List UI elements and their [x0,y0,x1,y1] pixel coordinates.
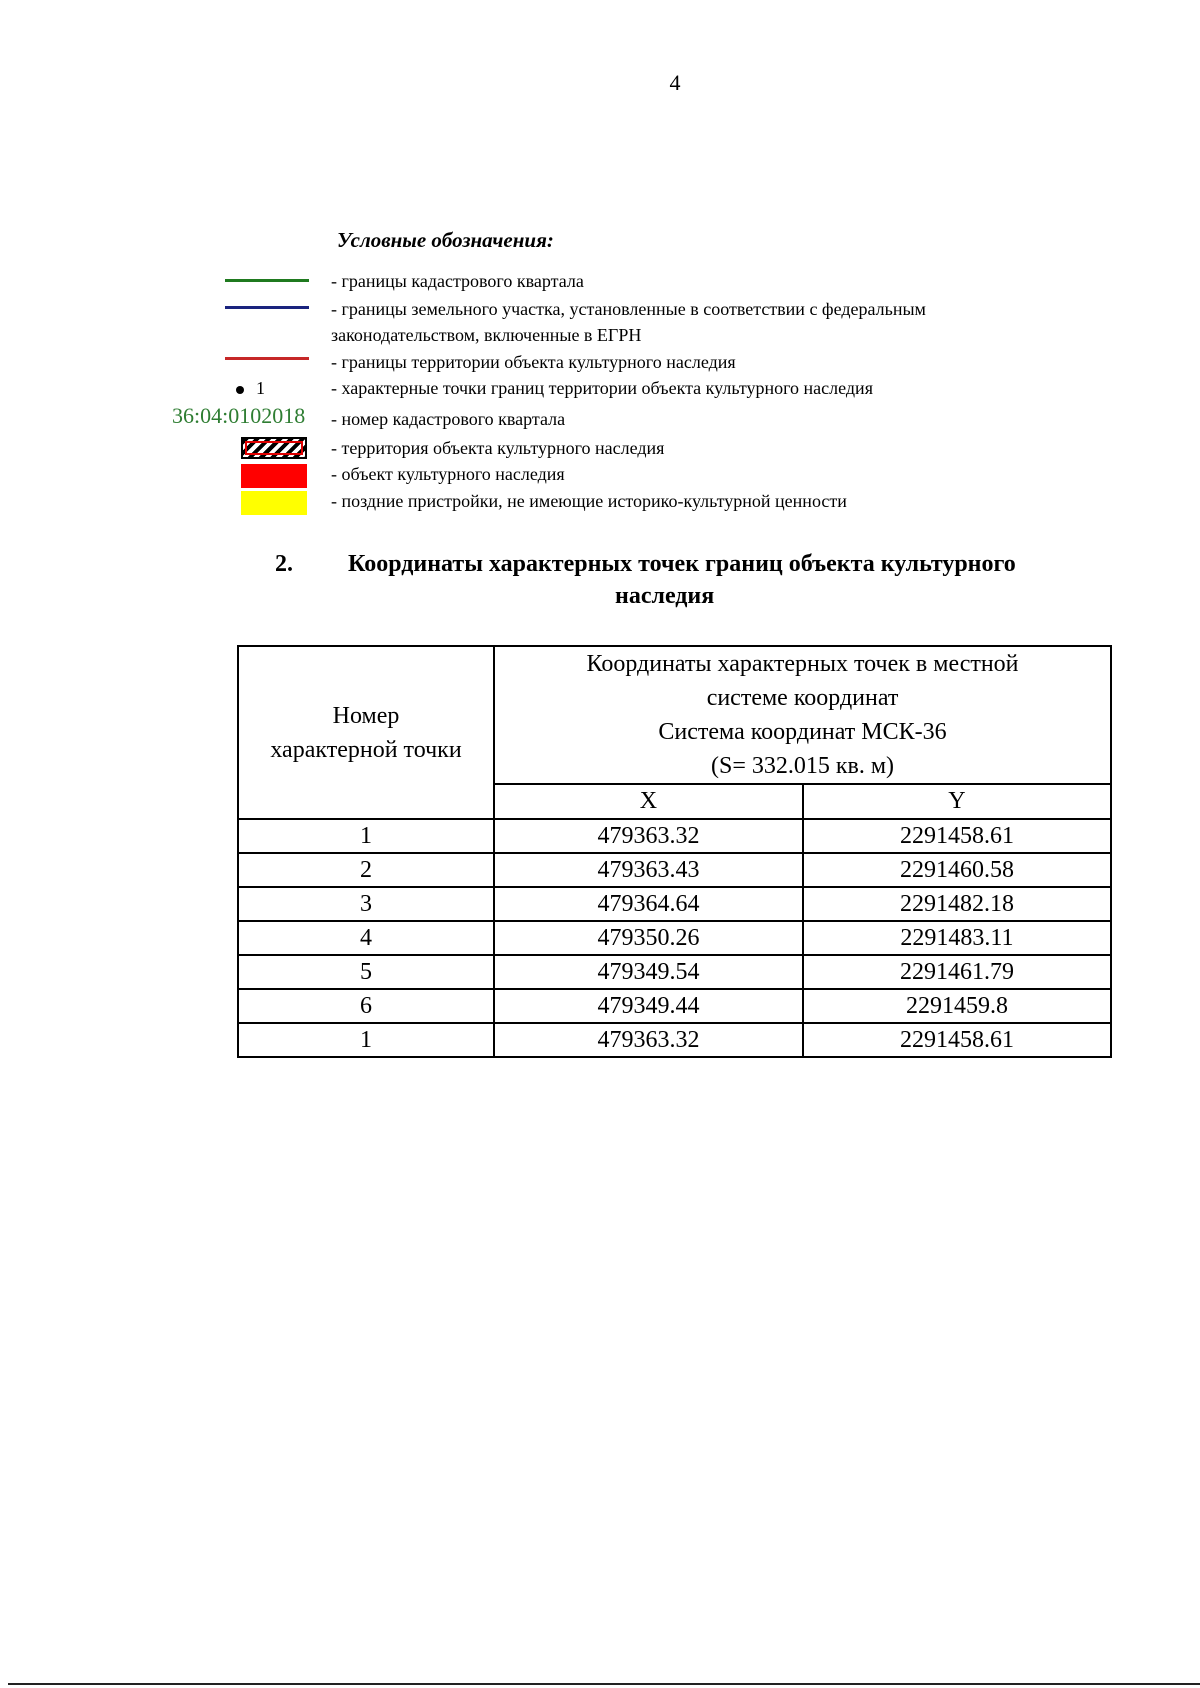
header-text: (S= 332.015 кв. м) [711,753,895,779]
table-body [238,819,1111,1057]
legend-text: - границы территории объекта культурного наследия [331,352,736,372]
hatched-box-symbol [241,437,307,459]
section-number: 2. [275,551,293,577]
table-row [238,921,1111,955]
point-dot-icon [236,386,244,394]
x-coordinate-cell: 479363.43 [494,853,803,887]
point-number-cell: 1 [238,1023,494,1057]
y-coordinate-cell: 2291460.58 [803,853,1111,887]
x-coordinate-cell: 479363.32 [494,819,803,853]
header-text: Номер [332,702,400,729]
point-number-cell: 3 [238,887,494,921]
point-number-cell: 6 [238,989,494,1023]
header-text: Координаты характерных точек в местной [586,651,1019,677]
x-coordinate-cell: 479349.44 [494,989,803,1023]
section-title-line1: Координаты характерных точек границ объекта культурного [348,551,1016,577]
yellow-box-symbol [241,491,307,515]
x-coordinate-cell: 479363.32 [494,1023,803,1057]
legend-text: законодательством, включенные в ЕГРН [331,325,642,345]
y-coordinate-cell: 2291482.18 [803,887,1111,921]
legend-text: - территория объекта культурного наследия [331,438,665,458]
blue-line-symbol [225,306,309,309]
point-number-cell: 5 [238,955,494,989]
table-row [238,853,1111,887]
point-symbol [236,375,265,401]
legend-text: - границы кадастрового квартала [331,271,584,291]
page-bottom-line [8,1683,1200,1685]
quarter-number-label: 36:04:0102018 [172,403,306,428]
table-row [238,955,1111,989]
header-text: характерной точки [270,736,462,763]
y-coordinate-cell: 2291461.79 [803,955,1111,989]
table-row [238,989,1111,1023]
red-line-symbol [225,357,309,360]
legend-text: - характерные точки границ территории объекта культурного наследия [331,378,873,398]
legend-text: - объект культурного наследия [331,464,565,484]
legend-text: - границы земельного участка, установленные в соответствии с федеральным [331,299,926,319]
point-number-cell: 2 [238,853,494,887]
y-coordinate-cell: 2291459.8 [803,989,1111,1023]
y-coordinate-cell: 2291483.11 [803,921,1111,955]
x-coordinate-cell: 479364.64 [494,887,803,921]
point-label: 1 [256,378,265,398]
red-box-symbol [241,464,307,488]
header-coordinates [494,646,1111,784]
header-point-number [238,646,494,819]
point-number-cell: 1 [238,819,494,853]
point-number-cell: 4 [238,921,494,955]
header-text: Система координат МСК-36 [658,719,947,745]
header-text: системе координат [706,685,899,711]
table-row [238,819,1111,853]
table-row [238,887,1111,921]
page-number: 4 [669,70,681,95]
coordinates-table [237,645,1112,1058]
header-y: Y [803,784,1111,819]
y-coordinate-cell: 2291458.61 [803,1023,1111,1057]
y-coordinate-cell: 2291458.61 [803,819,1111,853]
x-coordinate-cell: 479350.26 [494,921,803,955]
table-row [238,1023,1111,1057]
green-line-symbol [225,279,309,282]
legend [0,0,1200,540]
section-title-line2: наследия [615,583,715,609]
legend-text: - номер кадастрового квартала [331,409,566,429]
x-coordinate-cell: 479349.54 [494,955,803,989]
legend-text: - поздние пристройки, не имеющие историко-культурной ценности [331,491,847,511]
legend-title: Условные обозначения: [337,228,554,252]
header-x: X [494,784,803,819]
